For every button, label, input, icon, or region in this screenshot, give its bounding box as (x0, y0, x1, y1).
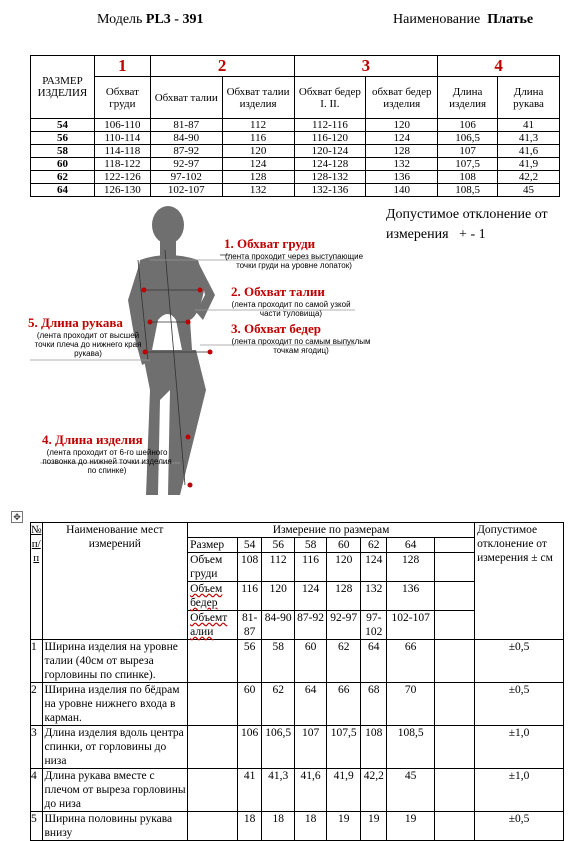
table-cell: 106 (438, 119, 498, 132)
table-cell: 18 (238, 812, 262, 841)
table-cell: 120-124 (294, 145, 366, 158)
table-cell: 62 (361, 538, 387, 553)
table-cell: 110-114 (94, 132, 150, 145)
table-cell: 62 (31, 171, 95, 184)
table-cell: 5 (31, 812, 43, 841)
table-cell: 81-87 (150, 119, 222, 132)
table-cell: 112 (262, 553, 295, 582)
table-cell: 41,6 (295, 769, 327, 812)
table-cell: 19 (326, 812, 361, 841)
table-cell: 120 (366, 119, 438, 132)
table-cell: 87-92 (295, 611, 327, 640)
table-cell: 126-130 (94, 184, 150, 197)
table-cell: 124 (295, 582, 327, 611)
group-3: 3 (294, 56, 438, 77)
measurement-table (30, 522, 564, 841)
col-length: Длина изделия (438, 77, 498, 119)
table-cell: 2 (31, 683, 43, 726)
group-1: 1 (94, 56, 150, 77)
table-cell: Ширина изделия на уровне талии (40см от выреза горловины по спинке). (42, 640, 188, 683)
table-cell: 132 (366, 158, 438, 171)
table-move-handle-icon[interactable]: ✥ (11, 511, 23, 523)
table-cell: 41,9 (326, 769, 361, 812)
table-cell: 62 (262, 683, 295, 726)
table-cell: 60 (238, 683, 262, 726)
table-cell: 66 (387, 640, 435, 683)
table-cell: ±1,0 (475, 769, 564, 812)
table-row (31, 769, 564, 812)
table-cell: 87-92 (150, 145, 222, 158)
table-cell: 64 (387, 538, 435, 553)
table-cell: 92-97 (150, 158, 222, 171)
table-cell: 132 (361, 582, 387, 611)
table-cell: 54 (238, 538, 262, 553)
table-row (31, 683, 564, 726)
table-row (31, 145, 560, 158)
table-cell: Объемт алии (188, 611, 238, 640)
label-sleeve: 5. Длина рукава (лента проходит от высшей точки плеча до нижнего края рукава) (28, 315, 142, 358)
table-cell: 112 (222, 119, 294, 132)
table-cell: 58 (262, 640, 295, 683)
table-cell: 41,3 (262, 769, 295, 812)
table-cell: 84-90 (150, 132, 222, 145)
table-cell: 106-110 (94, 119, 150, 132)
col-hips: Обхват бедер I. II. (294, 77, 366, 119)
group-2: 2 (150, 56, 294, 77)
table-cell: 70 (387, 683, 435, 726)
table-cell: 56 (31, 132, 95, 145)
table-cell: 124 (361, 553, 387, 582)
table-cell: 106 (238, 726, 262, 769)
table-cell: 107 (438, 145, 498, 158)
table-cell: 128-132 (294, 171, 366, 184)
table-cell: ±0,5 (475, 683, 564, 726)
table-cell: 132 (222, 184, 294, 197)
table-cell: 64 (361, 640, 387, 683)
table-cell: Длина изделия вдоль центра спинки, от горловины до низа (42, 726, 188, 769)
table-cell: 132-136 (294, 184, 366, 197)
table-cell: 18 (262, 812, 295, 841)
table-cell: 64 (295, 683, 327, 726)
table-cell: 118-122 (94, 158, 150, 171)
col-name: Наименование мест измерений (42, 523, 188, 640)
table-cell: 116-120 (294, 132, 366, 145)
table-cell: 124 (366, 132, 438, 145)
table-cell: 128 (326, 582, 361, 611)
model-label: Модель (97, 12, 143, 27)
table-cell: ±0,5 (475, 640, 564, 683)
table-row (31, 171, 560, 184)
tolerance-line1: Допустимое отклонение от (386, 207, 548, 222)
table-cell: 128 (222, 171, 294, 184)
table-cell: 58 (295, 538, 327, 553)
label-length: 4. Длина изделия (лента проходит от 6-го шейного позвонка до нижней точки изделия по спинке) (42, 432, 172, 475)
col-tolerance: Допустимое отклонение от измерения ± см (475, 523, 564, 640)
table-cell: 108,5 (387, 726, 435, 769)
group-4: 4 (438, 56, 560, 77)
col-number: № п/п (31, 523, 43, 640)
table-cell: 97-102 (361, 611, 387, 640)
table-cell: Ширина изделия по бёдрам на уровне нижнего входа в карман. (42, 683, 188, 726)
table-cell: 68 (361, 683, 387, 726)
table-row (31, 184, 560, 197)
table-cell: Размер (188, 538, 238, 553)
table-cell: Объем груди (188, 553, 238, 582)
label-hips: 3. Обхват бедер (лента проходит по самым выпуклым точкам ягодиц) (231, 321, 371, 355)
table-row (31, 158, 560, 171)
table-cell: 102-107 (150, 184, 222, 197)
table-row (31, 119, 560, 132)
table-cell: 41 (498, 119, 560, 132)
table-cell: 60 (31, 158, 95, 171)
table-cell: 122-126 (94, 171, 150, 184)
product-name-line (393, 12, 533, 28)
table-cell: 106,5 (262, 726, 295, 769)
table-cell: 62 (326, 640, 361, 683)
name-label: Наименование (393, 12, 481, 27)
table-cell: 108 (361, 726, 387, 769)
table-cell: 1 (31, 640, 43, 683)
table-cell: 60 (295, 640, 327, 683)
table-cell: 108 (438, 171, 498, 184)
col-waist-garment: Обхват талии изделия (222, 77, 294, 119)
table-cell: 41,6 (498, 145, 560, 158)
table-cell: 128 (366, 145, 438, 158)
table-cell: 60 (326, 538, 361, 553)
table-cell: 124 (222, 158, 294, 171)
label-waist: 2. Обхват талии (лента проходит по самой узкой части туловища) (231, 284, 351, 318)
table-cell: 136 (366, 171, 438, 184)
table-cell: 120 (222, 145, 294, 158)
table-cell: 18 (295, 812, 327, 841)
table-row (31, 640, 564, 683)
table-cell: Объем бедер (188, 582, 238, 611)
table-cell: 108,5 (438, 184, 498, 197)
table-cell: 56 (238, 640, 262, 683)
table-cell: 41,9 (498, 158, 560, 171)
table-cell: 120 (326, 553, 361, 582)
table-cell: 19 (361, 812, 387, 841)
table-cell: Длина рукава вместе с плечом от выреза горловины до низа (42, 769, 188, 812)
table-cell: ±1,0 (475, 726, 564, 769)
col-chest: Обхват груди (94, 77, 150, 119)
table-cell: 120 (262, 582, 295, 611)
size-chart-table (30, 55, 560, 197)
table-cell: 3 (31, 726, 43, 769)
table-cell: 92-97 (326, 611, 361, 640)
table-cell: 106,5 (438, 132, 498, 145)
table-cell: 64 (31, 184, 95, 197)
table-cell: 41 (238, 769, 262, 812)
table-cell: 128 (387, 553, 435, 582)
table-cell: 140 (366, 184, 438, 197)
table-cell: 97-102 (150, 171, 222, 184)
table-row (31, 812, 564, 841)
table-cell: 124-128 (294, 158, 366, 171)
table-cell: 108 (238, 553, 262, 582)
table-row (31, 726, 564, 769)
table-cell: 41,3 (498, 132, 560, 145)
table-cell: 81-87 (238, 611, 262, 640)
table-cell: 107,5 (326, 726, 361, 769)
size-header: РАЗМЕР ИЗДЕЛИЯ (31, 56, 95, 119)
table-cell: 42,2 (498, 171, 560, 184)
table-cell: 45 (498, 184, 560, 197)
table-cell: 56 (262, 538, 295, 553)
model-line (97, 12, 203, 28)
table-cell: 45 (387, 769, 435, 812)
table-cell: 116 (222, 132, 294, 145)
table-cell: 84-90 (262, 611, 295, 640)
table-cell: 136 (387, 582, 435, 611)
name-value: Платье (487, 12, 534, 27)
tolerance-value: + - 1 (459, 227, 486, 242)
table-cell: 114-118 (94, 145, 150, 158)
table-cell: 102-107 (387, 611, 435, 640)
label-chest: 1. Обхват груди (лента проходит через выступающие точки груди на уровне лопаток) (224, 236, 364, 270)
tolerance-line2: измерения (386, 227, 449, 242)
table-cell: 66 (326, 683, 361, 726)
table-cell: ±0,5 (475, 812, 564, 841)
table-cell: 58 (31, 145, 95, 158)
table-cell: Ширина половины рукава внизу (42, 812, 188, 841)
table-cell: 54 (31, 119, 95, 132)
table-cell: 116 (238, 582, 262, 611)
col-sleeve: Длина рукава (498, 77, 560, 119)
model-code: PL3 - 391 (145, 12, 204, 27)
table-cell: 42,2 (361, 769, 387, 812)
col-hips-garment: обхват бедер изделия (366, 77, 438, 119)
table-row (31, 132, 560, 145)
col-waist: Обхват талии (150, 77, 222, 119)
table-cell: 107 (295, 726, 327, 769)
table-cell: 107,5 (438, 158, 498, 171)
table-cell: 4 (31, 769, 43, 812)
table-cell: 116 (295, 553, 327, 582)
table-cell: 112-116 (294, 119, 366, 132)
col-measure: Измерение по размерам (188, 523, 475, 538)
table-cell: 19 (387, 812, 435, 841)
